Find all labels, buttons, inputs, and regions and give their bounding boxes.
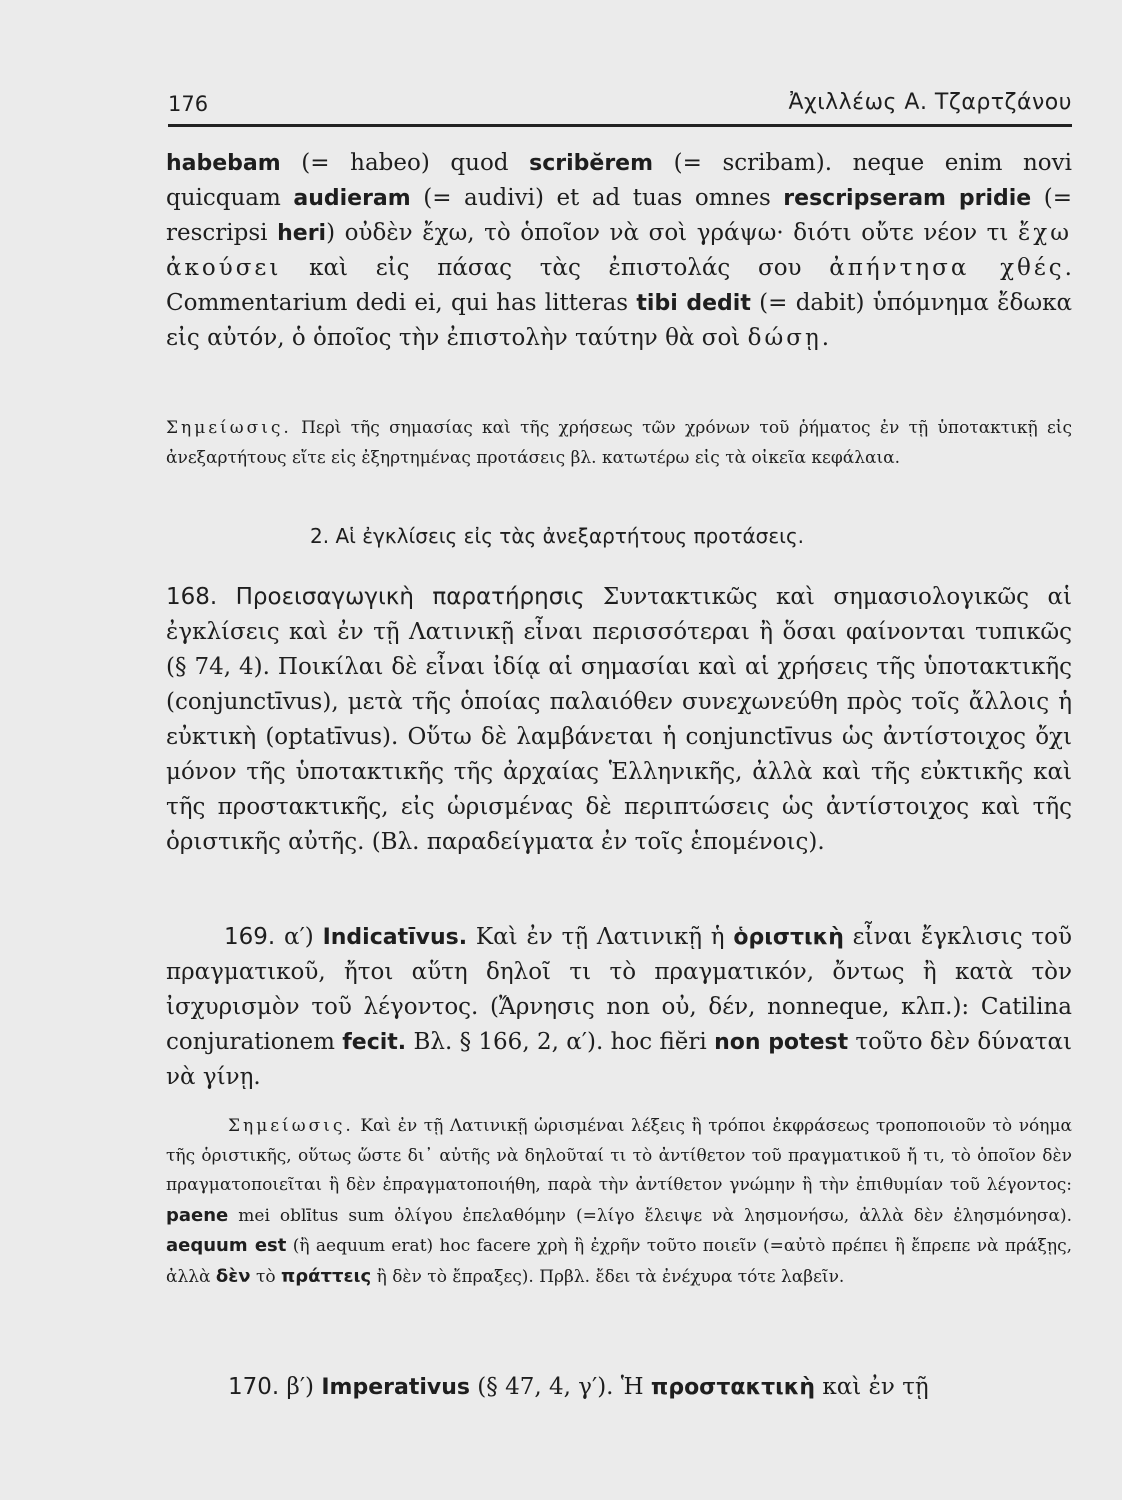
section-heading: 2. Αἱ ἐγκλίσεις εἰς τὰς ἀνεξαρτήτους προτάσεις. [310,524,805,548]
latin-term: tibi dedit [636,291,751,316]
bold-term: aequum est [166,1235,287,1256]
text-run: (= audivi) et ad tuas omnes [410,185,784,211]
text-run: (= habeo) quod [280,150,530,176]
text-run: . [821,325,830,351]
text-run: καὶ ἐν τῇ [815,1374,929,1400]
text-run: (§ 47, 4, γ′). Ἡ [469,1374,651,1400]
page-number: 176 [168,92,209,116]
note-text: ἢ δὲν τὸ ἔπραξες). Πρβλ. ἔδει τὰ ἐνέχυρα τότε λαβεῖν. [371,1266,845,1287]
latin-term: rescripseram pridie [783,186,1032,211]
section-text: Συντακτικῶς καὶ σημασιολογικῶς αἱ ἐγκλίσεις καὶ ἐν τῇ Λατινικῇ εἶναι περισσότεραι ἢ ὅσαι φαίνονται τυπικῶς (§ 74, 4). Ποικίλαι δὲ εἶναι ἰδίᾳ αἱ σημασίαι καὶ αἱ χρήσεις τῆς ὑποτακτικῆς (conjunctīvus), μετὰ τῆς ὁποίας παλαιόθεν συνεχωνεύθη πρὸς τοῖς ἄλλοις ἡ εὐκτικὴ (optatīvus). Οὕτω δὲ λαμβάνεται ἡ conjunctīvus ὡς ἀντίστοιχος ὄχι μόνον τῆς ὑποτακτικῆς τῆς ἀρχαίας Ἑλληνικῆς, ἀλλὰ καὶ τῆς εὐκτικῆς καὶ τῆς προστακτικῆς, εἰς ὡρισμένας δὲ περιπτώσεις ὡς ἀντίστοιχος καὶ τῆς ὁριστικῆς αὐτῆς. (Βλ. παραδείγματα ἐν τοῖς ἑπομένοις). [166,584,1072,855]
latin-term: audieram [293,186,411,211]
note-second [166,1112,1072,1292]
note-text: Καὶ ἐν τῇ Λατινικῇ ὡρισμέναι λέξεις ἢ τρόποι ἐκφράσεως τροποποιοῦν τὸ νόημα τῆς ὁριστικῆς, οὕτως ὥστε δι᾿ αὐτῆς νὰ δηλοῦταί τι τὸ ἀντίθετον τοῦ πραγματικοῦ ἤ τι, τὸ ὁποῖον δὲν πραγματοποιεῖται ἢ δὲν ἐπραγματοποιήθη, παρὰ τὴν ἀντίθετον γνώμην ἢ τὴν ἐπιθυμίαν τοῦ λέγοντος: [166,1116,1072,1195]
latin-term: habebam [166,151,281,176]
section-number: 168. [166,584,218,610]
section-title: Indicatīvus. [322,925,468,950]
text-run: τοῦτο δὲν δύναται νὰ γίνῃ. [166,1029,1072,1090]
note-text: (ἢ aequum erat) hoc facere χρὴ ἢ ἐχρῆν τοῦτο ποιεῖν (=αὐτὸ πρέπει ἢ ἔπρεπε νὰ πράξῃς, ἀλλὰ [166,1236,1072,1287]
section-168 [166,580,1072,860]
latin-term: scribĕrem [529,151,654,176]
section-title: Imperativus [321,1375,470,1400]
section-170 [166,1370,1072,1405]
spaced-text: ἔχω ἀκούσει [166,220,1072,281]
bold-term: non potest [714,1030,849,1055]
text-run: (= dabit) ὑπόμνημα ἔδωκα εἰς αὐτόν, ὁ ὁποῖος τὴν ἐπιστολὴν ταύτην θὰ σοὶ [166,290,1073,351]
spaced-text: δώσῃ [747,325,822,351]
running-head: Ἀχιλλέως Α. Τζαρτζάνου [788,90,1072,115]
latin-term: heri [277,221,327,246]
section-number: 170. [228,1374,280,1400]
paragraph-continuation [166,146,1072,356]
bold-term: πράττεις [281,1265,372,1287]
bold-term: δὲν [215,1265,251,1287]
text-run: α′) [275,924,323,950]
text-run: (= rescripsi [166,185,1072,246]
page-header [168,84,1072,127]
text-run: Καὶ ἐν τῇ Λατινικῇ ἡ [467,924,734,950]
note-text: τὸ [250,1266,282,1287]
note-first [166,414,1072,473]
text-run: εἶναι ἔγκλισις τοῦ πραγματικοῦ, ἤτοι αὕτη δηλοῖ τι τὸ πραγματικόν, ὄντως ἢ κατὰ τὸν ἰσχυρισμὸν τοῦ λέγοντος. (Ἄρνησις non οὐ, δέν, nonneque, κλπ.): Catilina conjurationem [166,924,1072,1055]
text-run: (= scribam). neque enim novi quicquam [166,150,1072,211]
bold-term: paene [166,1204,229,1226]
bold-term: fecit. [342,1030,407,1055]
section-title: Προεισαγωγικὴ παρατήρησις [217,584,585,610]
text-run: ) οὐδὲν ἔχω, τὸ ὁποῖον νὰ σοὶ γράψω· διότι οὔτε νέον τι [326,220,1018,246]
section-number: 169. [224,924,276,950]
note-text: Περὶ τῆς σημασίας καὶ τῆς χρήσεως τῶν χρόνων τοῦ ῥήματος ἐν τῇ ὑποτακτικῇ εἰς ἀνεξαρτήτους εἴτε εἰς ἐξηρτημένας προτάσεις βλ. κατωτέρω εἰς τὰ οἰκεῖα κεφάλαια. [166,418,1072,468]
section-169 [166,920,1072,1095]
note-label: Σημείωσις. [228,1116,354,1136]
bold-term: ὁριστικὴ [733,925,844,950]
text-run: Βλ. § 166, 2, α′). hoc fiĕri [406,1029,715,1055]
spaced-text: ἀπήντησα χθές [829,255,1065,281]
text-run: καὶ εἰς πάσας τὰς ἐπιστολάς σου [281,255,830,281]
note-text: mei oblītus sum ὀλίγου ἐπελαθόμην (=λίγο ἔλειψε νὰ λησμονήσω, ἀλλὰ δὲν ἐλησμόνησα). [228,1205,1072,1226]
text-run: . Commentarium dedi ei, qui has litteras [166,255,1072,316]
text-run: β′) [279,1374,322,1400]
bold-term: προστακτικὴ [650,1375,816,1400]
note-label: Σημείωσις. [166,418,292,438]
